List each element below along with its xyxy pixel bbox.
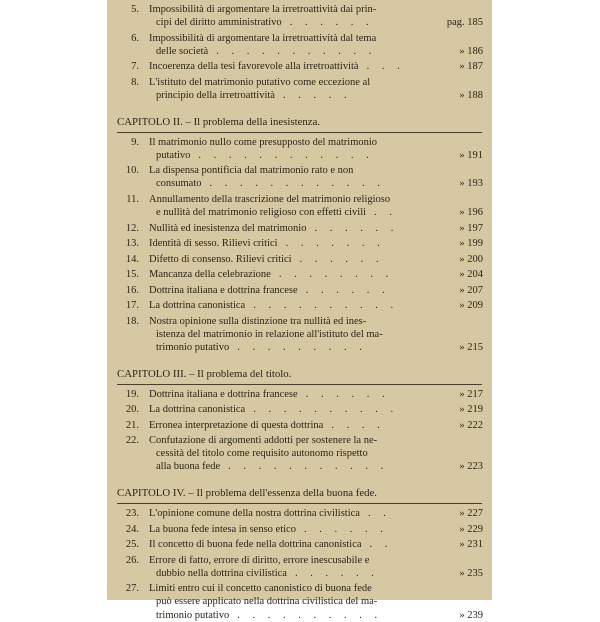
- entry-text-line: cipi del diritto amministrativo: [156, 17, 282, 29]
- leader-dots: . . . . . . . . . . .: [216, 45, 377, 57]
- leader-dots: . .: [369, 539, 393, 550]
- entry-text-line: e nullità del matrimonio religioso con effetti civili: [156, 207, 367, 219]
- entry-text-line: putativo: [156, 149, 191, 161]
- entry-text-line: Confutazione di argomenti addotti per sostenere la ne-: [149, 435, 378, 447]
- page-number: » 204: [459, 269, 483, 281]
- toc-entry: [107, 315, 492, 355]
- entry-number: 20.: [125, 404, 139, 416]
- entry-text-line: Errore di fatto, errore di diritto, errore inescusabile e: [149, 554, 370, 566]
- leader-dots: . . . . . . . . . . . .: [198, 149, 374, 161]
- toc-entry: [107, 554, 492, 580]
- page-number: » 217: [459, 388, 483, 400]
- page-number: » 186: [459, 45, 483, 57]
- entry-number: 22.: [125, 435, 139, 447]
- toc-entry: [107, 76, 492, 102]
- leader-dots: . . . . . .: [305, 284, 390, 296]
- page-number: » 207: [459, 284, 483, 296]
- leader-dots: . .: [367, 508, 391, 519]
- leader-dots: . . . . . .: [289, 17, 374, 29]
- toc-entry: [107, 237, 492, 250]
- page-number: » 193: [459, 178, 483, 190]
- chapter-title: CAPITOLO III. – Il problema del titolo.: [117, 367, 292, 380]
- leader-dots: . . . . . . . . . .: [237, 609, 383, 621]
- entry-text-line: L'istituto del matrimonio putativo come eccezione al: [149, 76, 371, 88]
- page-number: » 215: [459, 342, 483, 354]
- entry-number: 16.: [125, 284, 139, 296]
- entry-text-line: dubbio nella dottrina civilistica: [156, 567, 287, 579]
- page-number: » 200: [459, 253, 483, 265]
- entry-text-line: La buona fede intesa in senso etico: [149, 523, 296, 535]
- entry-text-line: delle società: [156, 45, 209, 57]
- entry-text-line: La dottrina canonistica: [149, 404, 246, 416]
- chapter-rule: [117, 132, 482, 133]
- page-number: » 231: [459, 539, 483, 550]
- entry-text-line: L'opinione comune della nostra dottrina civilistica: [149, 508, 360, 519]
- entry-text-line: Il matrimonio nullo come presupposto del matrimonio: [149, 136, 378, 148]
- page-number: » 227: [459, 508, 483, 519]
- toc-entry: [107, 299, 492, 312]
- chapter-title: CAPITOLO IV. – Il problema dell'essenza della buona fede.: [117, 487, 377, 499]
- chapter-rule: [117, 503, 482, 504]
- leader-dots: . . . . . . . . .: [237, 342, 367, 354]
- leader-dots: . . . . . .: [294, 567, 379, 579]
- entry-number: 7.: [131, 61, 139, 73]
- entry-text-line: Mancanza della celebrazione: [149, 269, 271, 281]
- leader-dots: . . . . . . . . . .: [253, 300, 399, 312]
- toc-entry: [107, 284, 492, 297]
- entry-text-line: Erronea interpretazione di questa dottrina: [149, 419, 324, 431]
- page-number: » 191: [459, 149, 483, 161]
- entry-number: 23.: [125, 508, 139, 519]
- entry-number: 12.: [125, 222, 139, 234]
- entry-number: 9.: [131, 136, 139, 148]
- toc-entry: [107, 403, 492, 416]
- toc-entry: [107, 523, 492, 536]
- page-number: » 197: [459, 222, 483, 234]
- toc-entry: [107, 507, 492, 520]
- entry-number: 18.: [125, 315, 139, 327]
- entry-text-line: Nostra opinione sulla distinzione tra nullità ed ines-: [149, 315, 367, 327]
- leader-dots: . . . . . . . . . .: [253, 404, 399, 416]
- page-number: » 196: [459, 207, 483, 219]
- leader-dots: . . .: [366, 61, 405, 73]
- entry-text-line: trimonio putativo: [156, 342, 230, 354]
- leader-dots: . . . . . .: [299, 253, 384, 265]
- book-page: [107, 0, 492, 621]
- page-number: » 223: [459, 461, 483, 473]
- entry-number: 5.: [131, 4, 139, 15]
- entry-text-line: Dottrina italiana e dottrina francese: [149, 284, 298, 296]
- entry-text-line: Difetto di consenso. Rilievi critici: [149, 253, 292, 265]
- entry-number: 17.: [125, 300, 139, 312]
- entry-text-line: istenza del matrimonio in relazione all'istituto del ma-: [156, 328, 383, 340]
- entry-text-line: Dottrina italiana e dottrina francese: [149, 388, 298, 400]
- entry-text-line: La dottrina canonistica: [149, 300, 246, 312]
- entry-text-line: Nullità ed inesistenza del matrimonio: [149, 222, 307, 234]
- leader-dots: . . . . . . . . . . .: [228, 461, 389, 473]
- entry-text-line: Impossibilità di argomentare la irretroattività dal tema: [149, 32, 377, 44]
- leader-dots: . . . . . .: [305, 388, 390, 400]
- entry-text-line: La dispensa pontificia dal matrimonio rato e non: [149, 165, 354, 177]
- leader-dots: . . . . . . . .: [278, 269, 394, 281]
- entry-text-line: Il concetto di buona fede nella dottrina canonistica: [149, 539, 362, 550]
- entry-number: 21.: [125, 419, 139, 431]
- entry-number: 25.: [125, 539, 139, 550]
- entry-text-line: Impossibilità di argomentare la irretroattività dai prin-: [149, 4, 377, 15]
- page-number: » 222: [459, 419, 483, 431]
- entry-number: 19.: [125, 388, 139, 400]
- toc-entry: [107, 32, 492, 58]
- entry-number: 6.: [131, 32, 139, 44]
- toc-entry: [107, 419, 492, 432]
- page-number: » 199: [459, 238, 483, 250]
- chapter-title: CAPITOLO II. – Il problema della inesistenza.: [117, 115, 321, 128]
- entry-number: 14.: [125, 253, 139, 265]
- entry-text-line: cessità del titolo come requisito autonomo rispetto: [156, 448, 368, 460]
- entry-text-line: alla buona fede: [156, 461, 221, 473]
- leader-dots: . . . . . . .: [285, 238, 385, 250]
- chapter-rule: [117, 384, 482, 385]
- toc-entry: [107, 164, 492, 190]
- toc-entry: [107, 434, 492, 474]
- leader-dots: . .: [374, 207, 397, 219]
- leader-dots: . . . . . .: [314, 222, 399, 234]
- entry-number: 11.: [126, 194, 139, 205]
- toc-entry: [107, 388, 492, 401]
- entry-text-line: può essere applicato nella dottrina civilistica del ma-: [156, 596, 378, 608]
- page-number: » 239: [459, 609, 483, 621]
- entry-text-line: Incoerenza della tesi favorevole alla irretroattività: [149, 61, 359, 73]
- leader-dots: . . . . . .: [303, 523, 388, 535]
- toc-entry: [107, 222, 492, 235]
- entry-text-line: Annullamento della trascrizione del matrimonio religioso: [149, 194, 391, 205]
- entry-number: 26.: [125, 554, 139, 566]
- entry-number: 8.: [131, 76, 139, 88]
- page-number: » 188: [459, 90, 483, 102]
- entry-number: 15.: [125, 269, 139, 281]
- toc-entry: [107, 3, 492, 29]
- leader-dots: . . . . . . . . . . . .: [209, 178, 385, 190]
- entry-text-line: trimonio putativo: [156, 609, 230, 621]
- toc-entry: [107, 136, 492, 162]
- page-number: pag. 185: [446, 17, 483, 29]
- page-number: » 187: [459, 61, 483, 73]
- page-number: » 209: [459, 300, 483, 312]
- entry-text-line: consumato: [156, 178, 202, 190]
- entry-number: 24.: [125, 523, 139, 535]
- toc-entry: [107, 60, 492, 73]
- leader-dots: . . . . .: [282, 90, 352, 102]
- entry-number: 27.: [125, 583, 139, 595]
- entry-number: 10.: [125, 165, 139, 177]
- toc-entry: [107, 582, 492, 622]
- page-number: » 219: [459, 404, 483, 416]
- entry-text-line: Identità di sesso. Rilievi critici: [149, 238, 278, 250]
- entry-text-line: principio della irretroattività: [156, 90, 275, 102]
- toc-entry: [107, 538, 492, 551]
- entry-text-line: Limiti entro cui il concetto canonistico di buona fede: [149, 583, 372, 595]
- page-number: » 235: [459, 567, 483, 579]
- toc-entry: [107, 268, 492, 281]
- toc-entry: [107, 253, 492, 266]
- entry-number: 13.: [125, 238, 139, 250]
- toc-entry: [107, 193, 492, 219]
- leader-dots: . . . .: [331, 419, 385, 431]
- page-number: » 229: [459, 523, 483, 535]
